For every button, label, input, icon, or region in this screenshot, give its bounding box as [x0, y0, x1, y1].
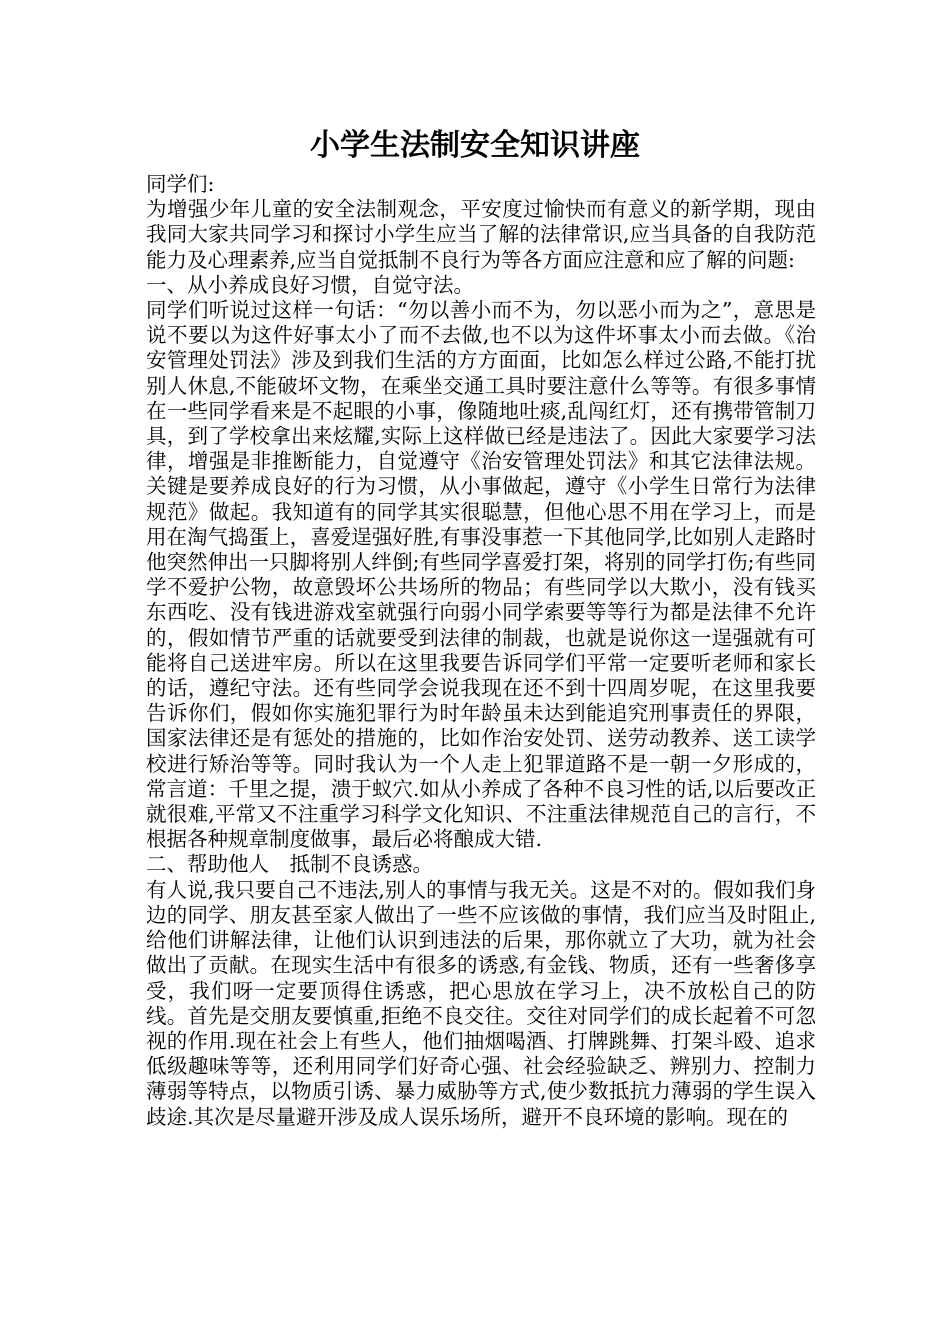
intro-paragraph: 为增强少年儿童的安全法制观念，平安度过愉快而有意义的新学期，现由我同大家共同学习和探讨小学生应当了解的法律常识,应当具备的自我防范能力及心理素养,应当自觉抵制不良行为等各方面应注意和应了解的问题: [146, 197, 816, 272]
section-heading-2: 二、帮助他人 抵制不良诱惑。 [146, 852, 433, 877]
document-body [146, 172, 816, 1130]
section-body-1: 同学们听说过这样一句话：“勿以善小而不为，勿以恶小而为之”，意思是说不要以为这件好事太小了而不去做,也不以为这件坏事太小而去做。《治安管理处罚法》涉及到我们生活的方方面面，比如怎么样过公路,不能打扰别人休息,不能破坏文物，在乘坐交通工具时要注意什么等等。有很多事情在一些同学看来是不起眼的小事，像随地吐痰,乱闯红灯，还有携带管制刀具，到了学校拿出来炫耀,实际上这样做已经是违法了。因此大家要学习法律，增强是非推断能力，自觉遵守《治安管理处罚法》和其它法律法规。关键是要养成良好的行为习惯，从小事做起，遵守《小学生日常行为法律规范》做起。我知道有的同学其实很聪慧，但他心思不用在学习上，而是用在淘气捣蛋上，喜爱逞强好胜,有事没事惹一下其他同学,比如别人走路时他突然伸出一只脚将别人绊倒;有些同学喜爱打架，将别的同学打伤;有些同学不爱护公物，故意毁坏公共场所的物品；有些同学以大欺小，没有钱买东西吃、没有钱进游戏室就强行向弱小同学索要等等行为都是法律不允许的，假如情节严重的话就要受到法律的制裁，也就是说你这一逞强就有可能将自己送进牢房。所以在这里我要告诉同学们平常一定要听老师和家长的话，遵纪守法。还有些同学会说我现在还不到十四周岁呢，在这里我要告诉你们，假如你实施犯罪行为时年龄虽未达到能追究刑事责任的界限，国家法律还是有惩处的措施的，比如作治安处罚、送劳动教养、送工读学校进行矫治等等。同时我认为一个人走上犯罪道路不是一朝一夕形成的，常言道：千里之提，溃于蚁穴.如从小养成了各种不良习性的话,以后要改正就很难,平常又不注重学习科学文化知识、不注重法律规范自己的言行，不根据各种规章制度做事，最后必将酿成大错. [146, 298, 816, 852]
document-title: 小学生法制安全知识讲座 [310, 128, 640, 163]
greeting: 同学们: [146, 172, 215, 196]
section-heading-1: 一、从小养成良好习惯，自觉守法。 [146, 272, 474, 297]
section-body-2: 有人说,我只要自己不违法,别人的事情与我无关。这是不对的。假如我们身边的同学、朋友甚至家人做出了一些不应该做的事情，我们应当及时阻止,给他们讲解法律，让他们认识到违法的后果，那你就立了大功，就为社会做出了贡献。在现实生活中有很多的诱惑,有金钱、物质，还有一些奢侈享受，我们呀一定要顶得住诱惑，把心思放在学习上，决不放松自己的防线。首先是交朋友要慎重,拒绝不良交往。交往对同学们的成长起着不可忽视的作用.现在社会上有些人，他们抽烟喝酒、打牌跳舞、打架斗殴、追求低级趣味等等，还利用同学们好奇心强、社会经验缺乏、辨别力、控制力薄弱等特点，以物质引诱、暴力威胁等方式,使少数抵抗力薄弱的学生误入歧途.其次是尽量避开涉及成人误乐场所，避开不良环境的影响。现在的 [146, 877, 816, 1129]
